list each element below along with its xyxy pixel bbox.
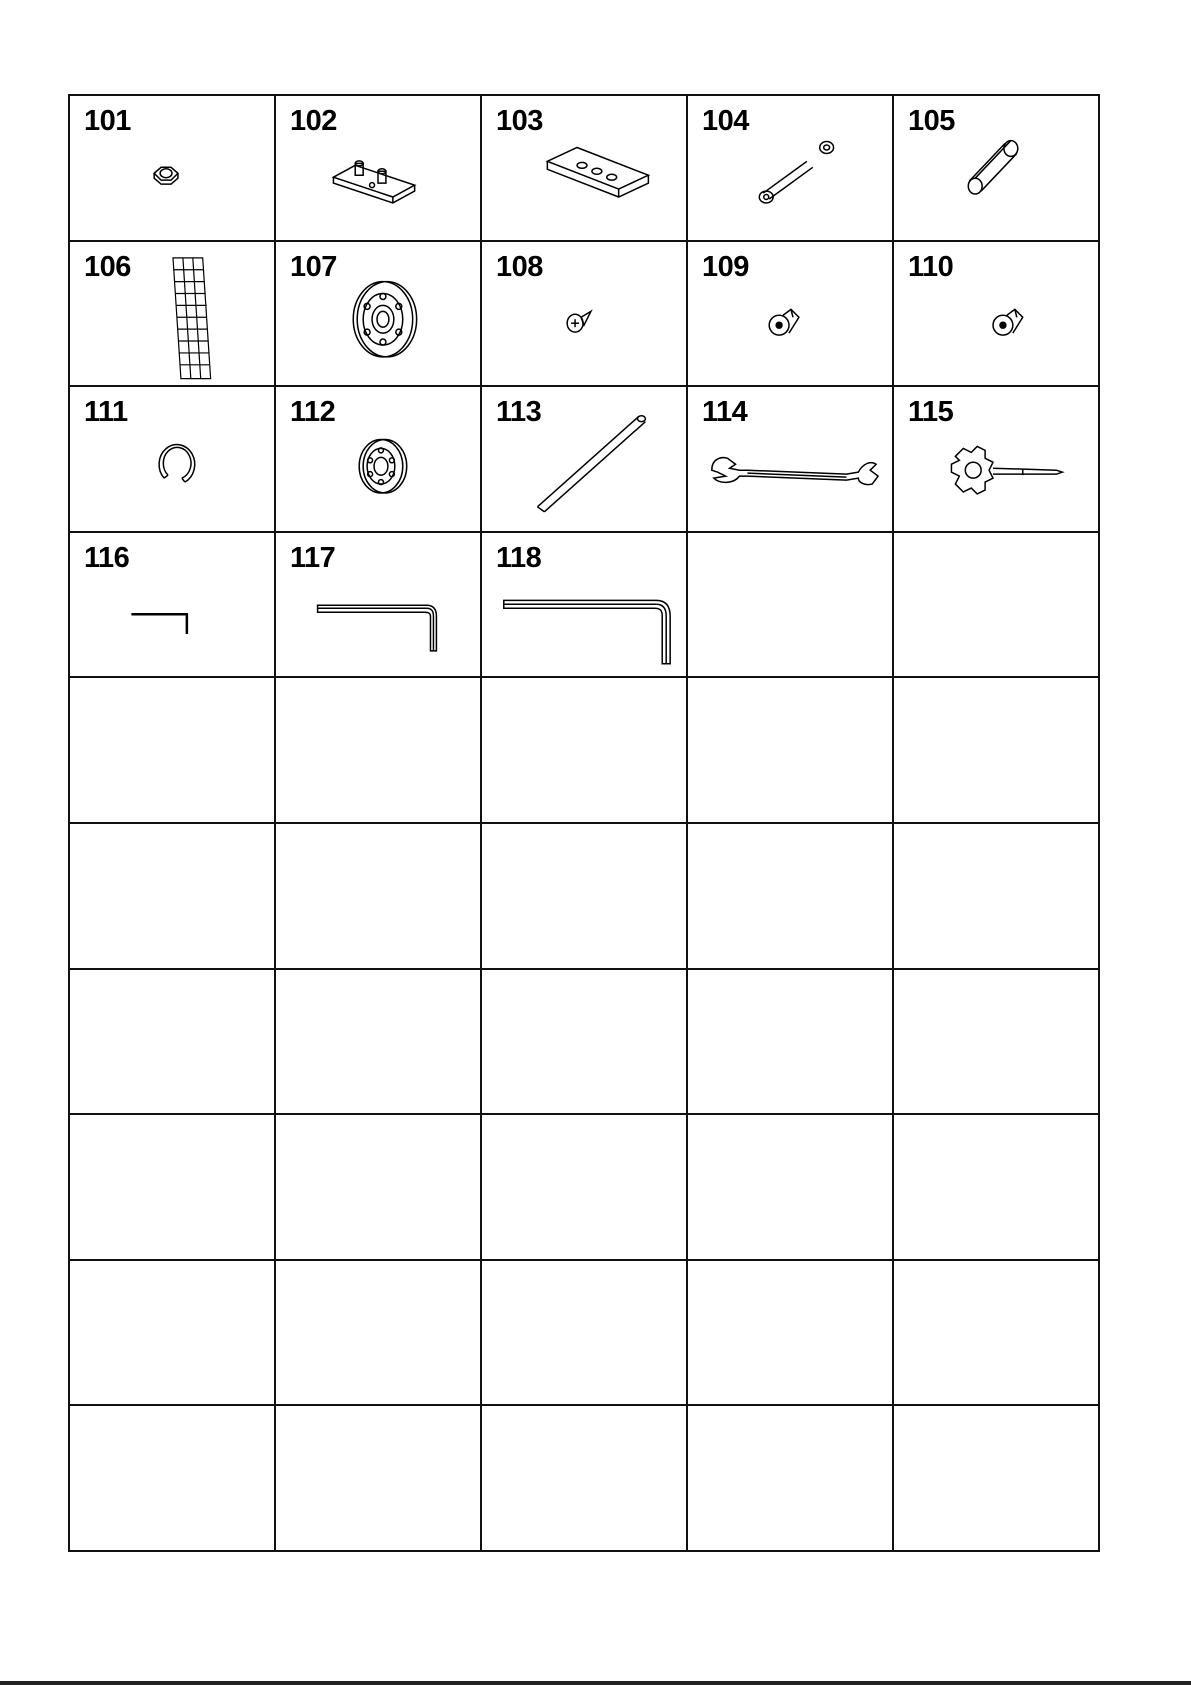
part-cell-103 [482, 96, 688, 242]
empty-cell [482, 824, 688, 970]
part-number: 102 [290, 105, 337, 137]
empty-cell [482, 1261, 688, 1407]
multi-wrench-icon [894, 387, 1098, 531]
flat-head-screw-icon [688, 242, 892, 386]
parts-sheet [68, 94, 1100, 1552]
empty-cell [688, 970, 894, 1116]
part-cell-106 [70, 242, 276, 388]
empty-cell [276, 1406, 482, 1552]
parts-grid [68, 94, 1100, 1552]
part-number: 116 [84, 541, 130, 574]
bolt-washer-icon [688, 96, 892, 240]
part-cell-118 [482, 533, 688, 679]
hex-nut-icon [70, 96, 274, 240]
label-sheet-icon [70, 242, 274, 386]
part-number: 110 [908, 250, 954, 283]
part-cell-105 [894, 96, 1100, 242]
part-cell-110 [894, 242, 1100, 388]
part-cell-101 [70, 96, 276, 242]
empty-cell [70, 1115, 276, 1261]
pan-head-screw-icon [482, 242, 686, 386]
empty-cell [688, 533, 894, 679]
empty-cell [688, 824, 894, 970]
empty-cell [894, 1406, 1100, 1552]
hex-key-large-icon [482, 533, 686, 677]
part-number: 118 [496, 541, 542, 574]
retaining-ring-icon [70, 387, 274, 531]
part-cell-108 [482, 242, 688, 388]
empty-cell [894, 824, 1100, 970]
part-cell-115 [894, 387, 1100, 533]
part-cell-102 [276, 96, 482, 242]
bracket-plate-icon [276, 96, 480, 240]
part-cell-104 [688, 96, 894, 242]
empty-cell [482, 970, 688, 1116]
empty-cell [276, 824, 482, 970]
empty-cell [894, 678, 1100, 824]
part-number: 109 [702, 250, 749, 283]
empty-cell [70, 1261, 276, 1407]
empty-cell [894, 533, 1100, 679]
part-cell-109 [688, 242, 894, 388]
empty-cell [276, 678, 482, 824]
part-number: 114 [702, 396, 748, 429]
part-number: 101 [84, 105, 131, 137]
empty-cell [70, 1406, 276, 1552]
empty-cell [70, 678, 276, 824]
part-number: 105 [908, 105, 955, 137]
empty-cell [276, 970, 482, 1116]
part-number: 103 [496, 105, 543, 137]
part-number: 106 [84, 250, 131, 283]
part-number: 108 [496, 250, 543, 283]
flat-head-screw-small-icon [894, 242, 1098, 386]
part-number: 117 [290, 541, 336, 574]
part-number: 104 [702, 105, 749, 137]
part-cell-114 [688, 387, 894, 533]
part-cell-113 [482, 387, 688, 533]
part-cell-117 [276, 533, 482, 679]
page-bottom-rule [0, 1681, 1191, 1685]
ball-bearing-small-icon [276, 387, 480, 531]
hex-key-small-icon [70, 533, 274, 677]
empty-cell [688, 1261, 894, 1407]
shaft-rod-icon [482, 387, 686, 531]
empty-cell [482, 678, 688, 824]
empty-cell [276, 1261, 482, 1407]
part-number: 112 [290, 396, 336, 429]
empty-cell [688, 678, 894, 824]
empty-cell [894, 970, 1100, 1116]
empty-cell [688, 1406, 894, 1552]
part-cell-111 [70, 387, 276, 533]
empty-cell [894, 1115, 1100, 1261]
part-number: 111 [84, 396, 128, 429]
open-end-wrench-icon [688, 387, 892, 531]
empty-cell [482, 1406, 688, 1552]
empty-cell [70, 970, 276, 1116]
empty-cell [482, 1115, 688, 1261]
empty-cell [688, 1115, 894, 1261]
ball-bearing-large-icon [276, 242, 480, 386]
empty-cell [70, 824, 276, 970]
empty-cell [276, 1115, 482, 1261]
part-number: 115 [908, 396, 954, 429]
hex-key-medium-icon [276, 533, 480, 677]
part-number: 107 [290, 250, 337, 283]
part-cell-116 [70, 533, 276, 679]
mounting-plate-icon [482, 96, 686, 240]
part-cell-107 [276, 242, 482, 388]
part-cell-112 [276, 387, 482, 533]
empty-cell [894, 1261, 1100, 1407]
part-number: 113 [496, 396, 542, 429]
spring-pin-icon [894, 96, 1098, 240]
